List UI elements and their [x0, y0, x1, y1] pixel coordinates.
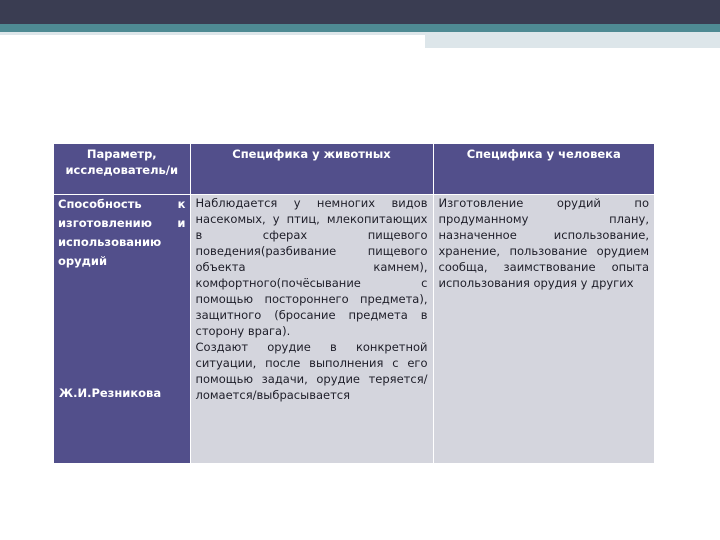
parameter-cell	[54, 195, 190, 464]
humans-text: Изготовление орудий по продуманному плану, назначенное использование, хранение, пользование орудием сообща, заимствование опыта использования орудия у других	[438, 196, 649, 290]
table-row	[54, 195, 654, 464]
header-parameter: Параметр, исследователь/и	[54, 144, 190, 195]
teal-banner-stripe	[0, 24, 720, 32]
header-humans: Специфика у человека	[433, 144, 654, 195]
comparison-table	[54, 144, 654, 463]
animals-cell	[190, 195, 433, 464]
researcher-name: Ж.И.Резникова	[59, 386, 162, 400]
humans-cell	[433, 195, 654, 464]
light-banner-stripe-left	[0, 32, 425, 35]
table-header-row	[54, 144, 654, 195]
top-banner	[0, 0, 720, 24]
animals-text-1: Наблюдается у немногих видов насекомых, у птиц, млекопитающих в сферах пищевого поведения(разбивание пищевого объекта камнем), комфортного(почёсывание с помощью постороннего предмета), защитного (бросание предмета в сторону врага).	[195, 196, 428, 338]
light-banner-stripe-right	[425, 32, 720, 48]
header-animals: Специфика у животных	[190, 144, 433, 195]
animals-text-2: Создают орудие в конкретной ситуации, после выполнения с его помощью задачи, орудие теряется/ломается/выбрасывается	[195, 340, 428, 402]
parameter-name: Способность к изготовлению и использованию орудий	[58, 197, 186, 268]
